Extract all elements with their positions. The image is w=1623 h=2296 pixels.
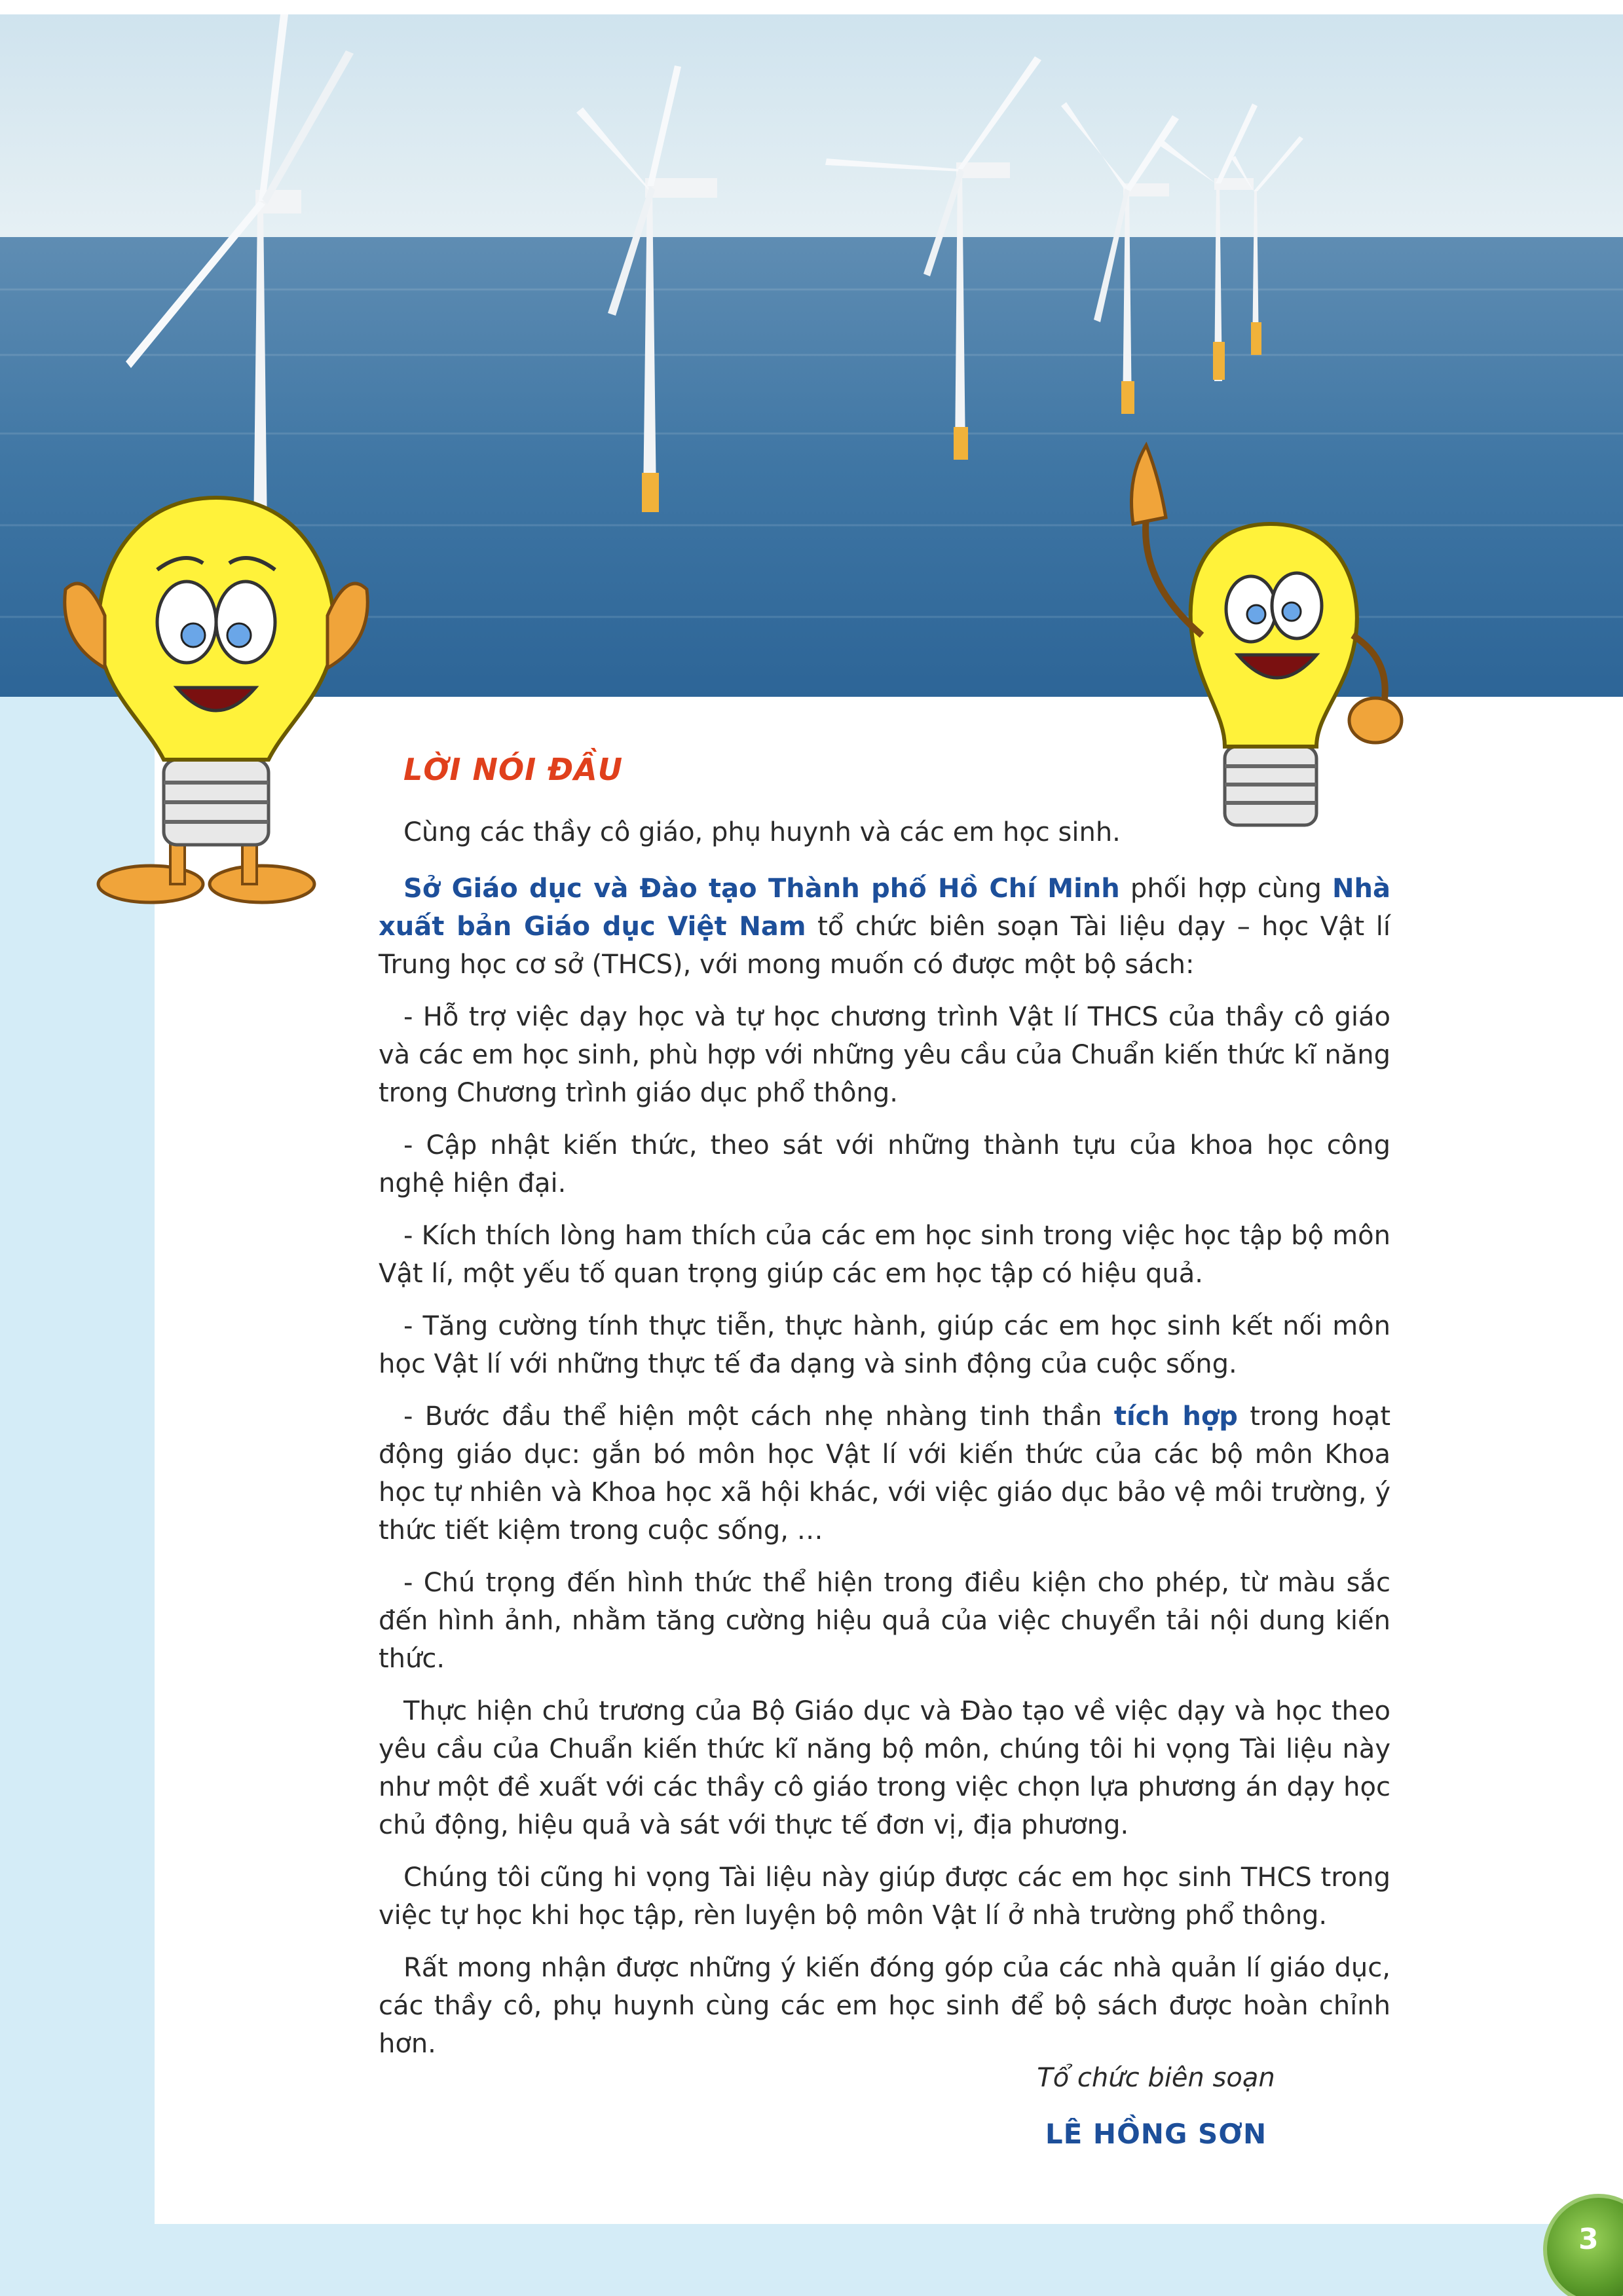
intro-text-rest: tổ chức biên soạn Tài liệu dạy – học Vật lí Trung học cơ sở (THCS), với mong muốn có được một bộ sách:	[379, 912, 1390, 980]
intro-paragraph	[379, 870, 1390, 984]
lightbulb-mascot-right-icon	[1087, 439, 1428, 845]
goal-text-rest: trong hoạt động giáo dục: gắn bó môn học Vật lí với kiến thức của các bộ môn Khoa học tự nhiên và Khoa học xã hội khác, với việc giáo dục bảo vệ môi trường, ý thức tiết kiệm trong cuộc sống, …	[379, 1401, 1390, 1546]
left-margin-band	[0, 697, 155, 2296]
goal-item: - Cập nhật kiến thức, theo sát với những thành tựu của khoa học công nghệ hiện đại.	[379, 1130, 1390, 1198]
goal-item: - Kích thích lòng ham thích của các em học sinh trong việc học tập bộ môn Vật lí, một yếu tố quan trọng giúp các em học tập có hiệu quả.	[379, 1221, 1390, 1289]
goal-item	[379, 1398, 1390, 1549]
lightbulb-mascot-left-icon	[46, 472, 386, 917]
goal-item: - Tăng cường tính thực tiễn, thực hành, giúp các em học sinh kết nối môn học Vật lí với những thực tế đa dạng và sinh động của cuộc sống.	[379, 1311, 1390, 1379]
goal-item: - Hỗ trợ việc dạy học và tự học chương trình Vật lí THCS của thầy cô giáo và các em học sinh, phù hợp với những yêu cầu của Chuẩn kiến thức kĩ năng trong Chương trình giáo dục phổ thông.	[379, 1002, 1390, 1108]
goal-item: - Chú trọng đến hình thức thể hiện trong điều kiện cho phép, từ màu sắc đến hình ảnh, nhằm tăng cường hiệu quả của việc chuyển tải nội dung kiến thức.	[379, 1568, 1390, 1674]
preface-body	[379, 870, 1390, 2077]
greeting-line: Cùng các thầy cô giáo, phụ huynh và các em học sinh.	[403, 817, 1121, 847]
signature-role: Tổ chức biên soạn	[1037, 2063, 1275, 2093]
organization-name: Sở Giáo dục và Đào tạo Thành phố Hồ Chí Minh	[403, 874, 1120, 904]
goal-text: - Bước đầu thể hiện một cách nhẹ nhàng tinh thần	[403, 1401, 1114, 1432]
signature-name: LÊ HỒNG SƠN	[1045, 2118, 1267, 2150]
bottom-margin-band	[155, 2224, 1623, 2296]
body-paragraph: Rất mong nhận được những ý kiến đóng góp của các nhà quản lí giáo dục, các thầy cô, phụ huynh cùng các em học sinh để bộ sách được hoàn chỉnh hơn.	[379, 1953, 1390, 2059]
integration-keyword: tích hợp	[1113, 1401, 1238, 1432]
page-title: LỜI NÓI ĐẦU	[403, 752, 624, 787]
publisher-name: Nhà xuất bản Giáo dục Việt Nam	[379, 874, 1390, 942]
body-paragraph: Chúng tôi cũng hi vọng Tài liệu này giúp được các em học sinh THCS trong việc tự học khi học tập, rèn luyện bộ môn Vật lí ở nhà trường phổ thông.	[379, 1862, 1390, 1931]
body-paragraph: Thực hiện chủ trương của Bộ Giáo dục và Đào tạo về việc dạy và học theo yêu cầu của Chuẩn kiến thức kĩ năng bộ môn, chúng tôi hi vọng Tài liệu này như một đề xuất với các thầy cô giáo trong việc chọn lựa phương án dạy học chủ động, hiệu quả và sát với thực tế đơn vị, địa phương.	[379, 1696, 1390, 1840]
page-number: 3	[1578, 2223, 1599, 2256]
intro-text: phối hợp cùng	[1119, 874, 1333, 904]
